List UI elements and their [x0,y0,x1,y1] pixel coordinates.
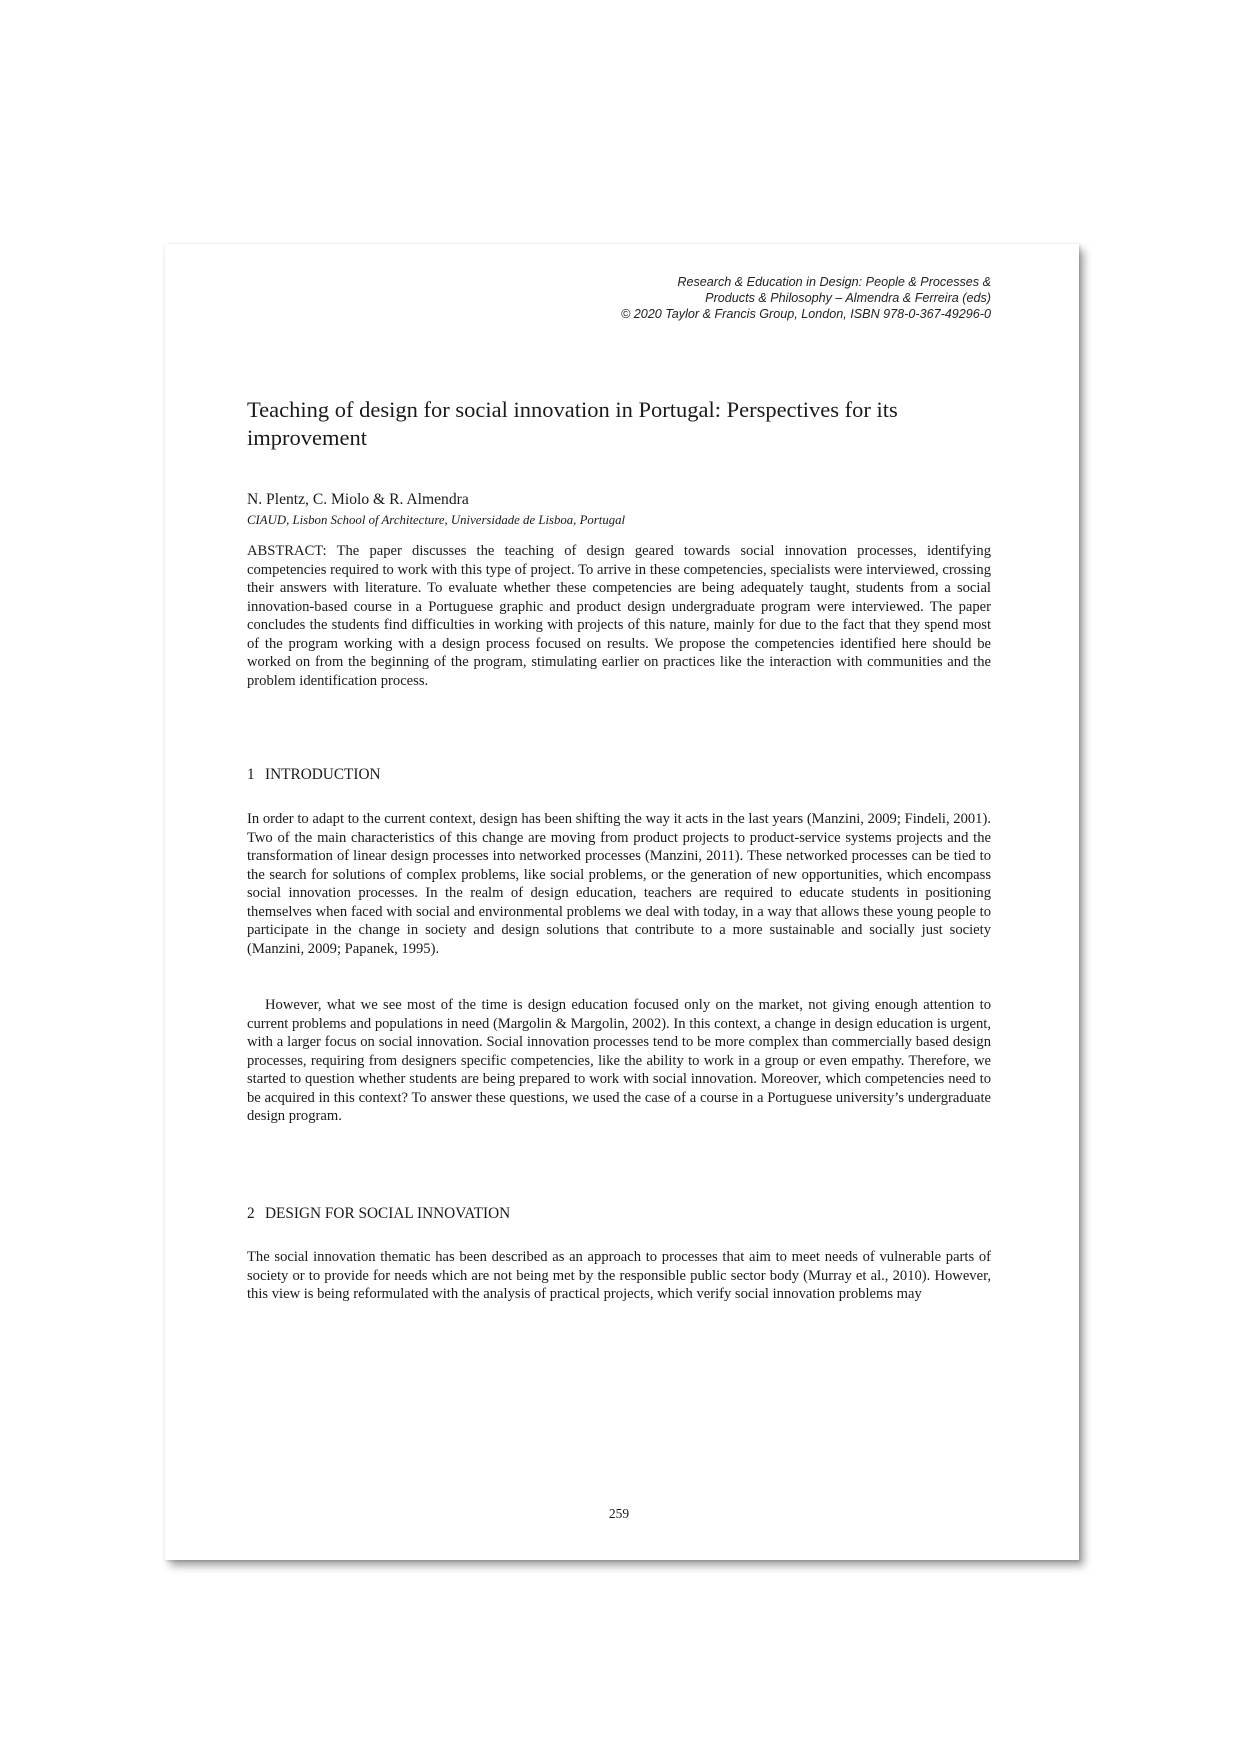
author-list: N. Plentz, C. Miolo & R. Almendra [247,491,469,508]
section-number: 1 [247,766,255,783]
citation-line-2: Products & Philosophy – Almendra & Ferreira (eds) [705,291,991,305]
paper-page [165,244,1079,1560]
paper-title: Teaching of design for social innovation in Portugal: Perspectives for its improvement [247,397,898,450]
abstract-text: The paper discusses the teaching of design geared towards social innovation processes, identifying competencies required to work with this type of project. To arrive in these competencies, specialists were interviewed, crossing their answers with literature. To evaluate whether these competencies are being adequately taught, students from a social innovation-based course in a Portuguese graphic and product design undergraduate program were interviewed. The paper concludes the students find difficulties in working with projects of this nature, mainly for due to the fact that they spend most of the program working with a design process focused on results. We propose the competencies identified here should be worked on from the beginning of the program, stimulating earlier on practices like the interaction with communities and the problem identification process. [247,543,991,689]
citation-line-1: Research & Education in Design: People & Processes & [677,275,991,289]
intro-paragraph-1: In order to adapt to the current context, design has been shifting the way it acts in the last years (Manzini, 2009; Findeli, 2001). Two of the main characteristics of this change are moving from product projects to product-service systems projects and the transformation of linear design processes into networked processes (Manzini, 2011). These networked processes can be tied to the search for solutions of complex problems, like social problems, or the generation of new opportunities, which encompass social innovation processes. In the realm of design education, teachers are required to educate students in positioning themselves when faced with social and environmental problems we deal with today, in a way that allows these young people to participate in the change in society and design solutions that contribute to a more sustainable and socially just society (Manzini, 2009; Papanek, 1995). [247,811,991,957]
citation-line-3: © 2020 Taylor & Francis Group, London, ISBN 978-0-367-49296-0 [620,307,991,321]
publication-citation [247,274,991,322]
page-number: 259 [608,1506,630,1521]
abstract-label: ABSTRACT: [247,543,327,559]
section-heading-design-social-innovation [247,1204,510,1224]
section-title: INTRODUCTION [265,766,381,783]
section-heading-introduction [247,765,381,785]
abstract [247,542,991,690]
section-number: 2 [247,1205,255,1222]
section-2-paragraph-1: The social innovation thematic has been described as an approach to processes that aim to meet needs of vulnerable parts of society or to provide for needs which are not being met by the responsible public sector body (Murray et al., 2010). However, this view is being reformulated with the analysis of practical projects, which verify social innovation problems may [247,1249,991,1302]
author-affiliation: CIAUD, Lisbon School of Architecture, Universidade de Lisboa, Portugal [247,513,626,527]
section-title: DESIGN FOR SOCIAL INNOVATION [265,1205,511,1222]
intro-paragraph-2: However, what we see most of the time is design education focused only on the market, not giving enough attention to current problems and populations in need (Margolin & Margolin, 2002). In this context, a change in design education is urgent, with a larger focus on social innovation. Social innovation processes tend to be more complex than commercially based design processes, requiring from designers specific competencies, like the ability to work in a group or even empathy. Therefore, we started to question whether students are being prepared to work with social innovation. Moreover, which competencies need to be acquired in this context? To answer these questions, we used the case of a course in a Portuguese university’s undergraduate design program. [247,997,991,1124]
